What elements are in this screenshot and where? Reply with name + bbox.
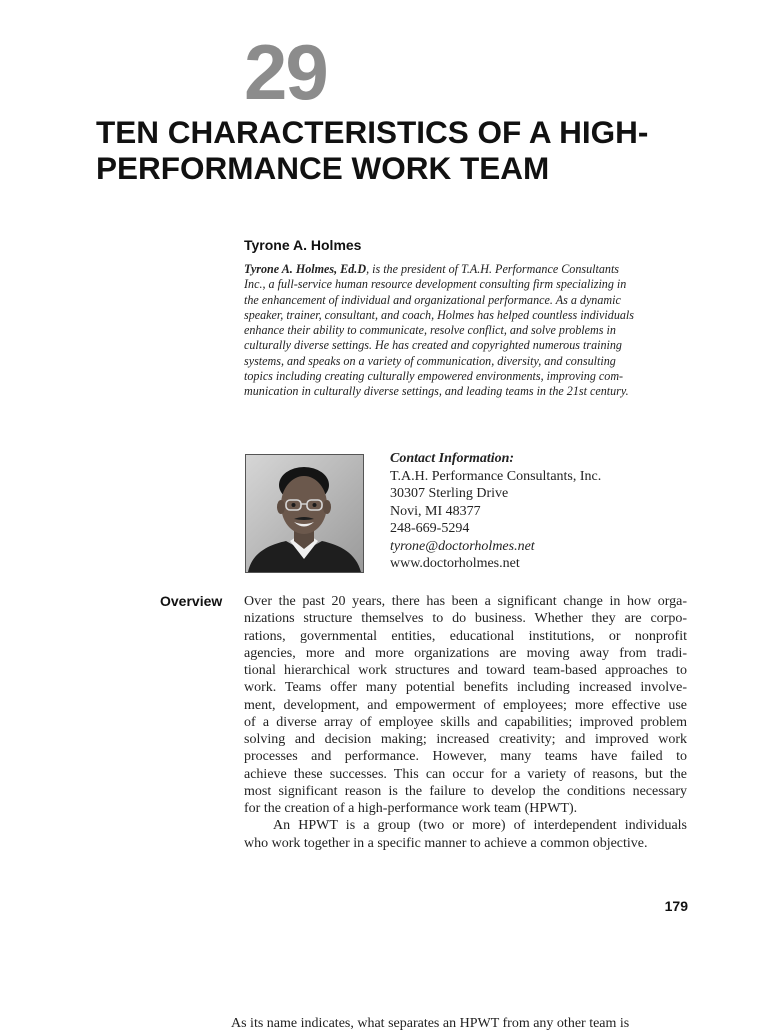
body-line: ment, development, and empowerment of employees; more effective use: [244, 697, 687, 713]
author-portrait-image: [246, 455, 363, 572]
bio-line: topics including creating culturally empowered environments, improving com-: [244, 369, 624, 384]
bio-line: enhance their ability to communicate, resolve conflict, and solve problems in: [244, 323, 616, 338]
next-page-text: As its name indicates, what separates an HPWT from any other team is: [231, 1016, 630, 1031]
chapter-title-line: PERFORMANCE WORK TEAM: [96, 150, 550, 186]
contact-city: Novi, MI 48377: [390, 503, 481, 519]
page-number: 179: [664, 898, 688, 914]
body-line: most significant reason is the failure to develop the conditions necessary: [244, 783, 687, 799]
bio-line: systems, and speaks on a variety of communication, diversity, and consulting: [244, 353, 616, 368]
body-line: rations, governmental entities, educational institutions, or nonprofit: [244, 628, 687, 644]
contact-street: 30307 Sterling Drive: [390, 486, 509, 501]
body-line: of a diverse array of employee skills and capabilities; improved problem: [244, 714, 687, 730]
body-line: An HPWT is a group (two or more) of interdependent individuals: [273, 818, 687, 834]
overview-label: Overview: [160, 593, 223, 609]
bio-line: culturally diverse settings. He has created and copyrighted numerous training: [244, 338, 622, 353]
body-line: for the creation of a high-performance work team (HPWT).: [244, 801, 578, 816]
bio-author-name: Tyrone A. Holmes, Ed.D: [244, 262, 367, 276]
chapter-title-line: TEN CHARACTERISTICS OF A HIGH-: [96, 114, 649, 150]
bio-line: Inc., a full-service human resource development consulting firm specializing in: [244, 277, 627, 292]
body-line: processes and performance. However, many teams have failed to: [244, 749, 687, 765]
body-line: solving and decision making; increased creativity; and improved work: [244, 732, 687, 747]
contact-block: [390, 450, 690, 573]
body-line: achieve these successes. This can occur for a variety of reasons, but the: [244, 766, 687, 782]
body-line: tional hierarchical work structures and toward team-based approaches to: [244, 663, 687, 678]
bio-line: the enhancement of individual and organizational performance. As a dynamic: [244, 292, 621, 307]
body-line: who work together in a specific manner to achieve a common objective.: [244, 835, 648, 851]
author-name: Tyrone A. Holmes: [244, 237, 362, 253]
chapter-title: [96, 114, 716, 186]
bio-line: speaker, trainer, consultant, and coach, Holmes has helped countless individuals: [244, 307, 634, 322]
contact-company: T.A.H. Performance Consultants, Inc.: [390, 468, 602, 484]
body-line: work. Teams offer many potential benefits including increased involve-: [244, 680, 687, 696]
chapter-number: 29: [244, 28, 327, 116]
author-bio: [244, 262, 690, 400]
body-line: Over the past 20 years, there has been a significant change in how orga-: [244, 594, 687, 609]
contact-website[interactable]: www.doctorholmes.net: [390, 556, 520, 571]
contact-phone: 248-669-5294: [390, 521, 470, 536]
bio-line: Tyrone A. Holmes, Ed.D, is the president of T.A.H. Performance Consultants: [244, 262, 620, 276]
body-line: agencies, more and more organizations are moving away from tradi-: [244, 645, 687, 661]
body-line: nizations structure themselves to do business. Whether they are corpo-: [244, 611, 687, 627]
contact-heading: Contact Information:: [390, 451, 515, 466]
bio-line: munication in culturally diverse settings, and leading teams in the 21st century.: [244, 384, 629, 399]
contact-email[interactable]: tyrone@doctorholmes.net: [390, 538, 535, 554]
overview-body: [244, 593, 687, 852]
author-photo: [245, 454, 364, 573]
